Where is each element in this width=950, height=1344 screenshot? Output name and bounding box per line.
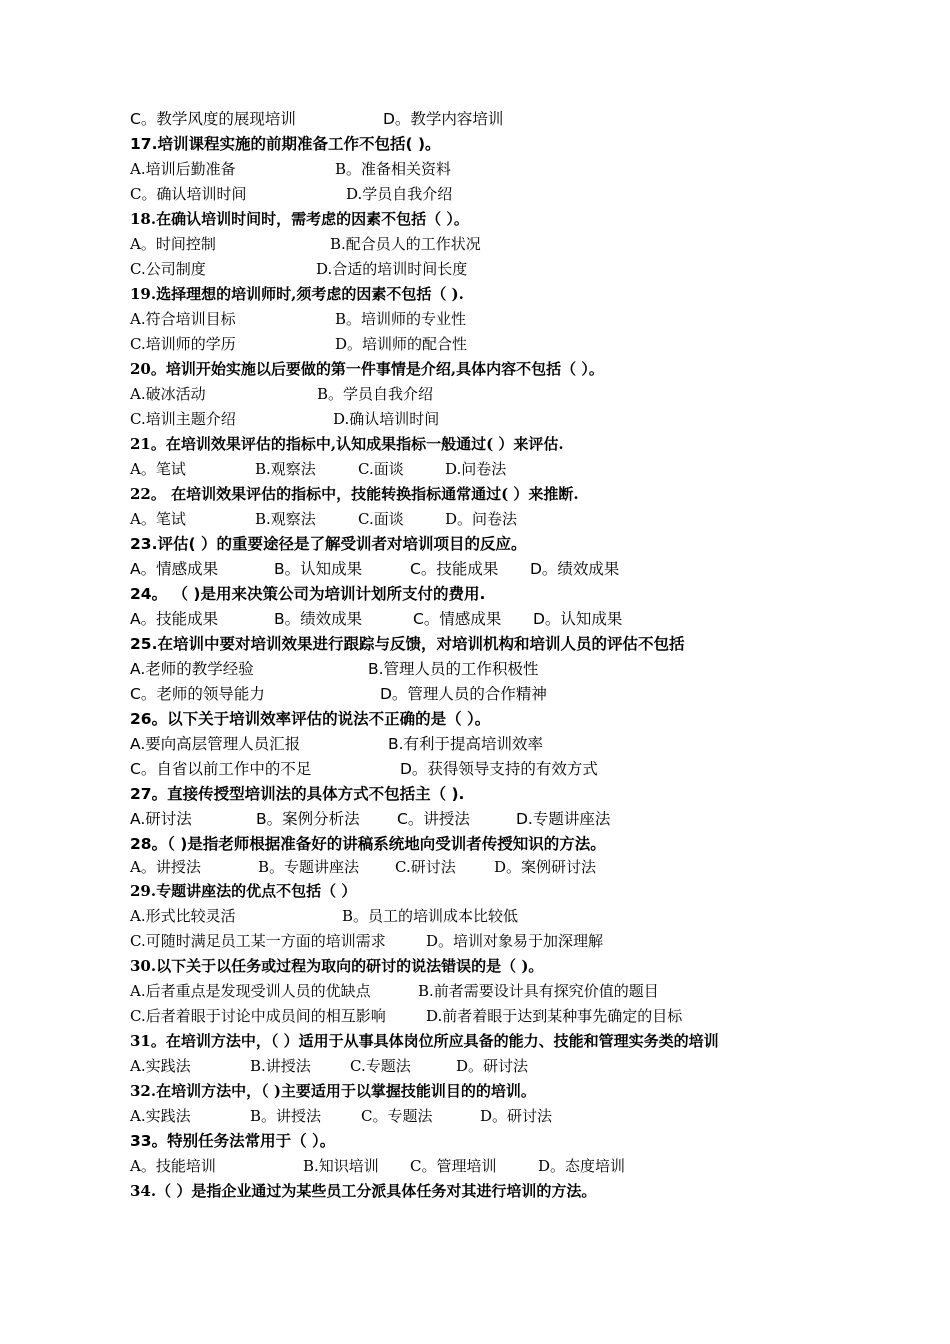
answer-option: A.后者重点是发现受训人员的优缺点 <box>130 982 371 1000</box>
options-row <box>130 683 810 705</box>
answer-option: B.观察法 <box>255 460 316 478</box>
question-text: 19.选择理想的培训师时,须考虑的因素不包括（ ). <box>130 285 464 303</box>
answer-option: D。态度培训 <box>538 1157 626 1175</box>
question-text: 17.培训课程实施的前期准备工作不包括( )。 <box>130 135 441 153</box>
answer-option: A.符合培训目标 <box>130 310 236 328</box>
answer-option: A。情感成果 <box>130 560 219 578</box>
answer-option: C。教学风度的展现培训 <box>130 110 296 128</box>
answer-option: A。笔试 <box>130 510 186 528</box>
answer-option: C.公司制度 <box>130 260 206 278</box>
options-row <box>130 1105 810 1127</box>
answer-option: C。技能成果 <box>410 560 499 578</box>
answer-option: D。问卷法 <box>445 510 518 528</box>
options-row <box>130 508 810 530</box>
answer-option: C。情感成果 <box>413 610 502 628</box>
options-row <box>130 733 810 755</box>
options-row <box>130 608 810 630</box>
answer-option: C.研讨法 <box>395 858 456 876</box>
answer-option: B。专题讲座法 <box>258 858 360 876</box>
answer-option: D。案例研讨法 <box>494 858 597 876</box>
answer-option: B。讲授法 <box>250 1107 322 1125</box>
answer-option: D.专题讲座法 <box>516 810 611 828</box>
answer-option: B.知识培训 <box>303 1157 379 1175</box>
question-text: 25.在培训中要对培训效果进行跟踪与反馈，对培训机构和培训人员的评估不包括 <box>130 635 685 653</box>
question-text: 27。直接传授型培训法的具体方式不包括主（ ). <box>130 785 465 803</box>
options-row <box>130 383 810 405</box>
question-text: 26。以下关于培训效率评估的说法不正确的是（ ）。 <box>130 710 491 728</box>
answer-option: A.老师的教学经验 <box>130 660 254 678</box>
options-row <box>130 308 810 330</box>
answer-option: A。时间控制 <box>130 235 216 253</box>
answer-option: C。讲授法 <box>397 810 470 828</box>
answer-option: B。培训师的专业性 <box>335 310 467 328</box>
answer-option: A.实践法 <box>130 1107 191 1125</box>
answer-option: B.有利于提高培训效率 <box>388 735 544 753</box>
options-row <box>130 1055 810 1077</box>
answer-option: D。培训师的配合性 <box>335 335 468 353</box>
answer-option: C.可随时满足员工某一方面的培训需求 <box>130 932 386 950</box>
answer-option: B。案例分析法 <box>256 810 360 828</box>
question-text: 22。 在培训效果评估的指标中，技能转换指标通常通过( ）来推断. <box>130 485 579 503</box>
answer-option: D。认知成果 <box>533 610 623 628</box>
answer-option: B。学员自我介绍 <box>317 385 434 403</box>
question-text: 31。在培训方法中，（ ）适用于从事具体岗位所应具备的能力、技能和管理实务类的培训 <box>130 1032 719 1050</box>
answer-option: A。技能培训 <box>130 1157 216 1175</box>
question-text: 33。特别任务法常用于（ ）。 <box>130 1132 336 1150</box>
answer-option: A.要向高层管理人员汇报 <box>130 735 301 753</box>
options-row <box>130 408 810 430</box>
options-row <box>130 183 810 205</box>
answer-option: C.面谈 <box>358 460 404 478</box>
options-row <box>130 108 810 130</box>
question-text: 23.评估( ）的重要途径是了解受训者对培训项目的反应。 <box>130 535 527 553</box>
answer-option: B.讲授法 <box>250 1057 311 1075</box>
question-text: 18.在确认培训时间时，需考虑的因素不包括（ ）。 <box>130 210 469 228</box>
question-text: 30.以下关于以任务或过程为取向的研讨的说法错误的是（ )。 <box>130 957 544 975</box>
answer-option: D.合适的培训时间长度 <box>316 260 468 278</box>
question-text: 28。（ )是指老师根据准备好的讲稿系统地向受训者传授知识的方法。 <box>130 835 606 853</box>
answer-option: A.培训后勤准备 <box>130 160 236 178</box>
question-text: 34.（ ）是指企业通过为某些员工分派具体任务对其进行培训的方法。 <box>130 1182 597 1200</box>
answer-option: B.观察法 <box>255 510 316 528</box>
question-text: 20。培训开始实施以后要做的第一件事情是介绍,具体内容不包括（ ）。 <box>130 360 604 378</box>
options-row <box>130 258 810 280</box>
question-text: 29.专题讲座法的优点不包括（ ） <box>130 882 357 900</box>
options-row <box>130 1155 810 1177</box>
answer-option: C。老师的领导能力 <box>130 685 265 703</box>
options-row <box>130 856 810 878</box>
answer-option: A。技能成果 <box>130 610 219 628</box>
answer-option: D.前者着眼于达到某种事先确定的目标 <box>426 1007 683 1025</box>
answer-option: C。管理培训 <box>410 1157 497 1175</box>
answer-option: A.研讨法 <box>130 810 192 828</box>
answer-option: A。讲授法 <box>130 858 201 876</box>
question-text: 21。在培训效果评估的指标中,认知成果指标一般通过( ）来评估. <box>130 435 564 453</box>
answer-option: A.形式比较灵活 <box>130 907 236 925</box>
answer-option: C.面谈 <box>358 510 404 528</box>
answer-option: C.培训主题介绍 <box>130 410 236 428</box>
answer-option: C。确认培训时间 <box>130 185 247 203</box>
options-row <box>130 333 810 355</box>
answer-option: B.管理人员的工作积极性 <box>368 660 539 678</box>
answer-option: A.实践法 <box>130 1057 191 1075</box>
answer-option: B。认知成果 <box>274 560 363 578</box>
options-row <box>130 158 810 180</box>
options-row <box>130 905 810 927</box>
options-row <box>130 558 810 580</box>
options-row <box>130 458 810 480</box>
answer-option: D.问卷法 <box>445 460 507 478</box>
answer-option: D。绩效成果 <box>530 560 620 578</box>
answer-option: D。教学内容培训 <box>383 110 504 128</box>
answer-option: C.培训师的学历 <box>130 335 236 353</box>
answer-option: D。管理人员的合作精神 <box>380 685 547 703</box>
question-text: 24。 （ )是用来决策公司为培训计划所支付的费用. <box>130 585 486 603</box>
options-row <box>130 658 810 680</box>
answer-option: A。笔试 <box>130 460 186 478</box>
answer-option: D.学员自我介绍 <box>346 185 453 203</box>
answer-option: C。专题法 <box>361 1107 433 1125</box>
answer-option: D。获得领导支持的有效方式 <box>400 760 598 778</box>
options-row <box>130 930 810 952</box>
answer-option: D。研讨法 <box>480 1107 553 1125</box>
answer-option: B。员工的培训成本比较低 <box>342 907 519 925</box>
options-row <box>130 980 810 1002</box>
answer-option: D。培训对象易于加深理解 <box>426 932 604 950</box>
question-text: 32.在培训方法中，（ )主要适用于以掌握技能训目的的培训。 <box>130 1082 536 1100</box>
answer-option: B.配合员人的工作状况 <box>330 235 481 253</box>
answer-option: C.专题法 <box>350 1057 411 1075</box>
answer-option: B。绩效成果 <box>274 610 363 628</box>
options-row <box>130 233 810 255</box>
answer-option: D.确认培训时间 <box>333 410 440 428</box>
answer-option: C.后者着眼于讨论中成员间的相互影响 <box>130 1007 386 1025</box>
answer-option: C。自省以前工作中的不足 <box>130 760 312 778</box>
options-row <box>130 1005 810 1027</box>
answer-option: B。准备相关资料 <box>335 160 452 178</box>
answer-option: B.前者需要设计具有探究价值的题目 <box>418 982 659 1000</box>
answer-option: D。研讨法 <box>456 1057 529 1075</box>
answer-option: A.破冰活动 <box>130 385 206 403</box>
options-row <box>130 758 810 780</box>
options-row <box>130 808 810 830</box>
